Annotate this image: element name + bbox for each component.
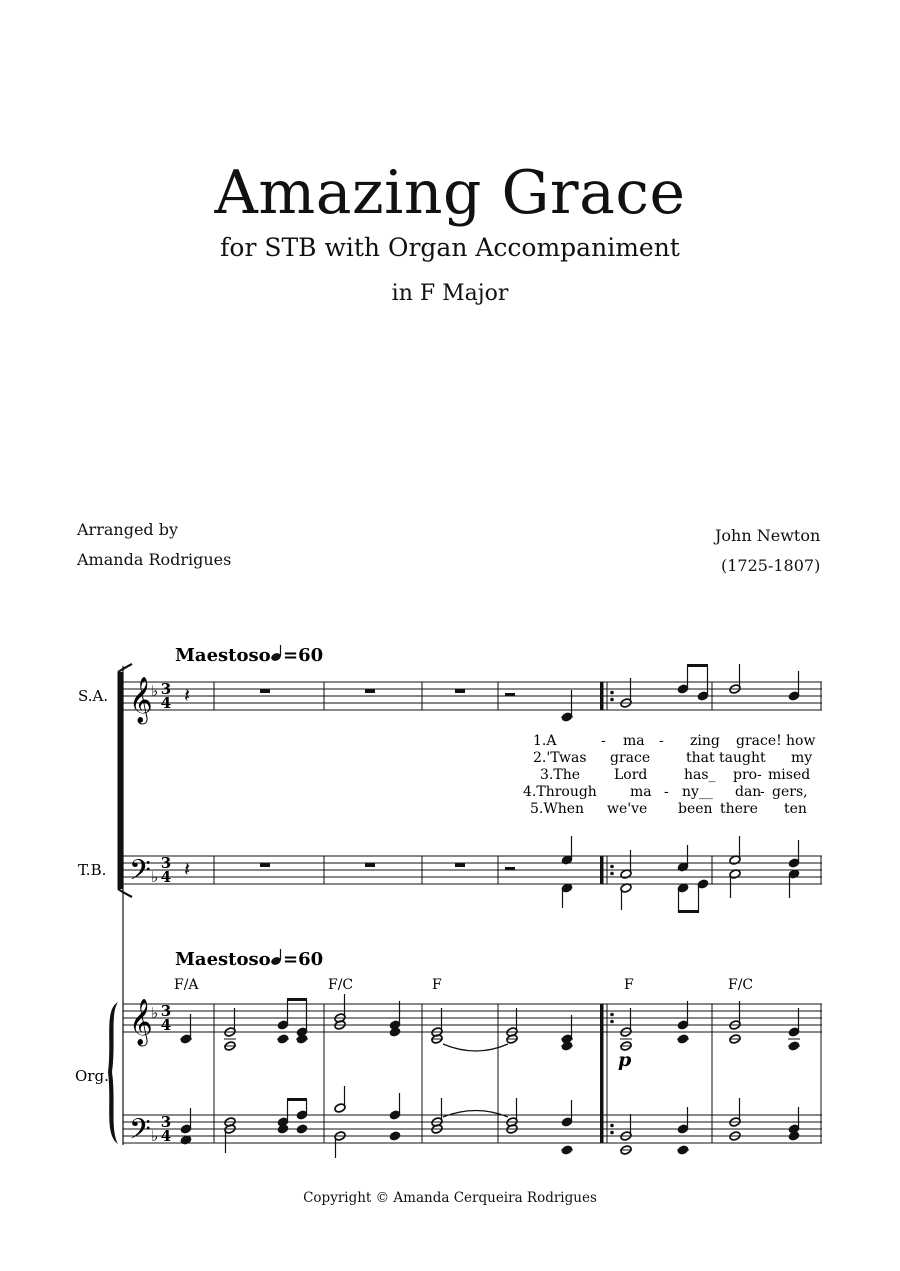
svg-text:3.The: 3.The <box>540 767 580 783</box>
time-signature-top: 3 <box>160 854 172 872</box>
svg-text:-: - <box>664 784 669 800</box>
arranger-label: Arranged by <box>77 520 179 539</box>
svg-text:5.When: 5.When <box>530 801 585 817</box>
svg-text:that: that <box>686 750 715 766</box>
chord-symbol: F <box>624 977 634 993</box>
svg-text:Lord: Lord <box>614 767 648 783</box>
svg-text:1.A: 1.A <box>533 733 557 749</box>
arranger-name: Amanda Rodrigues <box>77 550 232 569</box>
key-label: in F Major <box>391 281 509 306</box>
svg-text:Maestoso: Maestoso <box>175 949 271 970</box>
dynamic-marking: p <box>618 1049 632 1071</box>
time-signature-top: 3 <box>160 1002 172 1020</box>
time-signature-bottom: 4 <box>160 1016 172 1034</box>
svg-text:-: - <box>601 733 606 749</box>
part-label-organ: Org. <box>75 1067 109 1085</box>
sa-staff <box>123 682 822 710</box>
svg-text:Maestoso: Maestoso <box>175 645 271 666</box>
time-signature-top: 3 <box>160 680 172 698</box>
lyrics-verse-3 <box>540 767 810 783</box>
svg-text:ma: ma <box>623 733 645 749</box>
time-signature-bottom: 4 <box>160 1127 172 1145</box>
tb-staff <box>123 856 822 884</box>
lyrics-verse-1 <box>533 733 815 749</box>
svg-text:we've: we've <box>607 801 648 817</box>
svg-text:has_: has_ <box>684 767 716 783</box>
tempo-marking <box>175 645 323 666</box>
svg-text:𝄽: 𝄽 <box>184 683 191 707</box>
svg-text:my: my <box>791 750 813 766</box>
treble-clef-icon: 𝄞 <box>129 677 153 723</box>
svg-text:𝄽: 𝄽 <box>184 857 191 881</box>
chord-symbol: F/C <box>728 977 754 993</box>
svg-text:ny__: ny__ <box>682 784 713 800</box>
lyrics-verse-5 <box>530 801 807 817</box>
time-signature-top: 3 <box>160 1113 172 1131</box>
composer-dates: (1725-1807) <box>721 556 821 575</box>
svg-text:dan: dan <box>735 784 762 800</box>
flat-icon: ♭ <box>151 1127 159 1145</box>
svg-text:zing: zing <box>690 733 720 749</box>
svg-text:4.Through: 4.Through <box>523 784 597 800</box>
flat-icon: ♭ <box>151 682 159 700</box>
bass-clef-icon: 𝄢 <box>129 1113 151 1153</box>
svg-text:-: - <box>659 733 664 749</box>
svg-text:2.'Twas: 2.'Twas <box>533 750 587 766</box>
copyright-notice: Copyright © Amanda Cerqueira Rodrigues <box>303 1190 597 1206</box>
svg-text:grace!: grace! <box>736 733 782 749</box>
svg-text:ten: ten <box>784 801 807 817</box>
time-signature-bottom: 4 <box>160 868 172 886</box>
organ-treble-staff <box>123 1004 822 1032</box>
svg-text:-: - <box>757 767 762 783</box>
composer-name: John Newton <box>715 526 821 545</box>
svg-text:been: been <box>678 801 713 817</box>
svg-text:gers,: gers, <box>772 784 808 800</box>
svg-text:taught: taught <box>719 750 766 766</box>
svg-text:grace: grace <box>610 750 651 766</box>
sa-notes <box>184 664 800 722</box>
part-label-sa: S.A. <box>78 687 109 705</box>
lyrics-verse-4 <box>523 784 808 800</box>
svg-text:pro: pro <box>733 767 758 783</box>
svg-text:-: - <box>760 784 765 800</box>
treble-clef-icon: 𝄞 <box>129 999 153 1045</box>
chord-symbol: F/C <box>328 977 354 993</box>
bass-clef-icon: 𝄢 <box>129 854 151 894</box>
svg-text:ma: ma <box>630 784 652 800</box>
svg-text:=60: =60 <box>283 645 324 666</box>
tempo-marking <box>175 949 323 970</box>
svg-text:there: there <box>720 801 758 817</box>
score-title: Amazing Grace <box>214 158 686 228</box>
svg-text:=60: =60 <box>283 949 324 970</box>
chord-symbol: F/A <box>174 977 199 993</box>
part-label-tb: T.B. <box>78 861 107 879</box>
chord-symbol: F <box>432 977 442 993</box>
tb-notes <box>184 836 800 913</box>
lyrics-verse-2 <box>533 750 812 766</box>
flat-icon: ♭ <box>151 1004 159 1022</box>
time-signature-bottom: 4 <box>160 694 172 712</box>
organ-brace <box>108 1002 118 1144</box>
flat-icon: ♭ <box>151 868 159 886</box>
svg-text:how: how <box>786 733 816 749</box>
score-subtitle: for STB with Organ Accompaniment <box>220 233 680 262</box>
organ-treble-notes <box>180 994 800 1051</box>
svg-text:mised: mised <box>768 767 811 783</box>
